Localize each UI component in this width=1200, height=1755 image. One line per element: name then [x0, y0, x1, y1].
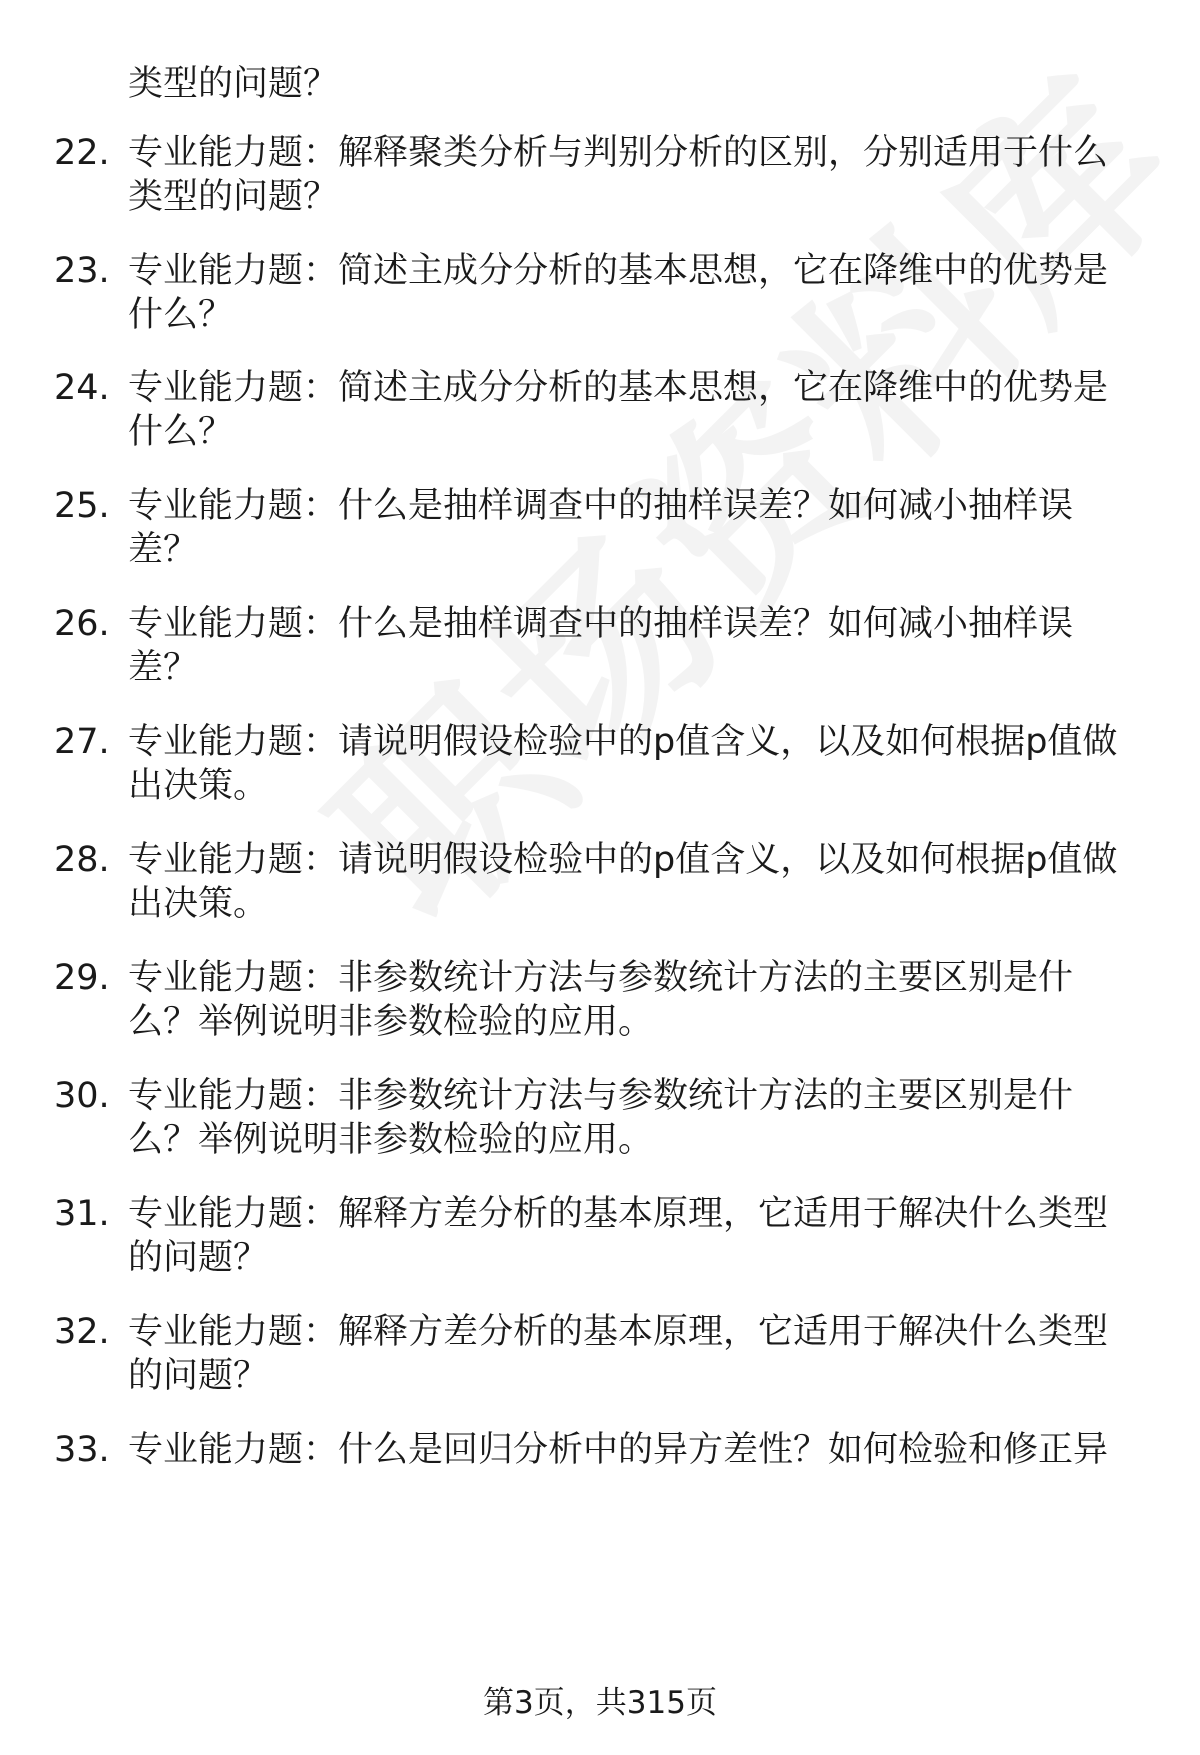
- item-number: 23.: [54, 251, 110, 291]
- item-text: [128, 602, 1158, 690]
- item-line: 专业能力题：什么是回归分析中的异方差性？如何检验和修正异: [128, 1430, 1109, 1470]
- item-line: 专业能力题：简述主成分分析的基本思想，它在降维中的优势是: [128, 368, 1109, 408]
- item-number: 30.: [54, 1076, 110, 1116]
- item-text: [128, 838, 1158, 926]
- item-line: 的问题？: [128, 1356, 269, 1396]
- item-line: 专业能力题：非参数统计方法与参数统计方法的主要区别是什: [128, 1076, 1074, 1116]
- item-number: 26.: [54, 604, 110, 644]
- item-line: 专业能力题：请说明假设检验中的p值含义，以及如何根据p值做: [128, 840, 1118, 880]
- list-item: [0, 1310, 1200, 1400]
- item-text: [128, 1074, 1158, 1162]
- item-text: [128, 956, 1158, 1044]
- item-line: 专业能力题：解释聚类分析与判别分析的区别，分别适用于什么: [128, 133, 1109, 173]
- item-text: [128, 131, 1158, 219]
- item-line: 专业能力题：非参数统计方法与参数统计方法的主要区别是什: [128, 958, 1074, 998]
- item-number: 22.: [54, 133, 110, 173]
- item-line: 么？举例说明非参数检验的应用。: [128, 1120, 654, 1160]
- list-item: [0, 956, 1200, 1046]
- item-text: [128, 1192, 1158, 1280]
- item-text: [128, 366, 1158, 454]
- list-item: [0, 1192, 1200, 1282]
- page-footer: 第3页，共315页: [483, 1685, 717, 1721]
- continuation-text: 类型的问题？: [128, 64, 339, 104]
- item-line: 么？举例说明非参数检验的应用。: [128, 1002, 654, 1042]
- item-line: 专业能力题：什么是抽样调查中的抽样误差？如何减小抽样误: [128, 486, 1074, 526]
- item-text: [128, 484, 1158, 572]
- item-line: 出决策。: [128, 766, 269, 806]
- item-line: 专业能力题：什么是抽样调查中的抽样误差？如何减小抽样误: [128, 604, 1074, 644]
- item-line: 什么？: [128, 295, 234, 335]
- list-item: [0, 1428, 1200, 1518]
- item-number: 24.: [54, 368, 110, 408]
- item-text: [128, 1428, 1158, 1472]
- item-line: 差？: [128, 530, 199, 570]
- item-number: 33.: [54, 1430, 110, 1470]
- list-item: [0, 602, 1200, 692]
- list-item: [0, 484, 1200, 574]
- item-text: [128, 1310, 1158, 1398]
- item-text: [128, 249, 1158, 337]
- list-item: [0, 131, 1200, 221]
- item-line: 专业能力题：简述主成分分析的基本思想，它在降维中的优势是: [128, 251, 1109, 291]
- item-line: 专业能力题：解释方差分析的基本原理，它适用于解决什么类型: [128, 1312, 1109, 1352]
- item-number: 28.: [54, 840, 110, 880]
- item-number: 32.: [54, 1312, 110, 1352]
- list-item: [0, 838, 1200, 928]
- item-number: 25.: [54, 486, 110, 526]
- item-text: [128, 720, 1158, 808]
- item-number: 31.: [54, 1194, 110, 1234]
- item-number: 27.: [54, 722, 110, 762]
- item-line: 的问题？: [128, 1238, 269, 1278]
- list-item: [0, 249, 1200, 339]
- item-line: 专业能力题：解释方差分析的基本原理，它适用于解决什么类型: [128, 1194, 1109, 1234]
- item-line: 出决策。: [128, 884, 269, 924]
- item-line: 什么？: [128, 412, 234, 452]
- item-number: 29.: [54, 958, 110, 998]
- item-line: 类型的问题？: [128, 177, 339, 217]
- item-line: 差？: [128, 648, 199, 688]
- list-item: [0, 366, 1200, 456]
- list-item: [0, 720, 1200, 810]
- list-item: [0, 1074, 1200, 1164]
- item-line: 专业能力题：请说明假设检验中的p值含义，以及如何根据p值做: [128, 722, 1118, 762]
